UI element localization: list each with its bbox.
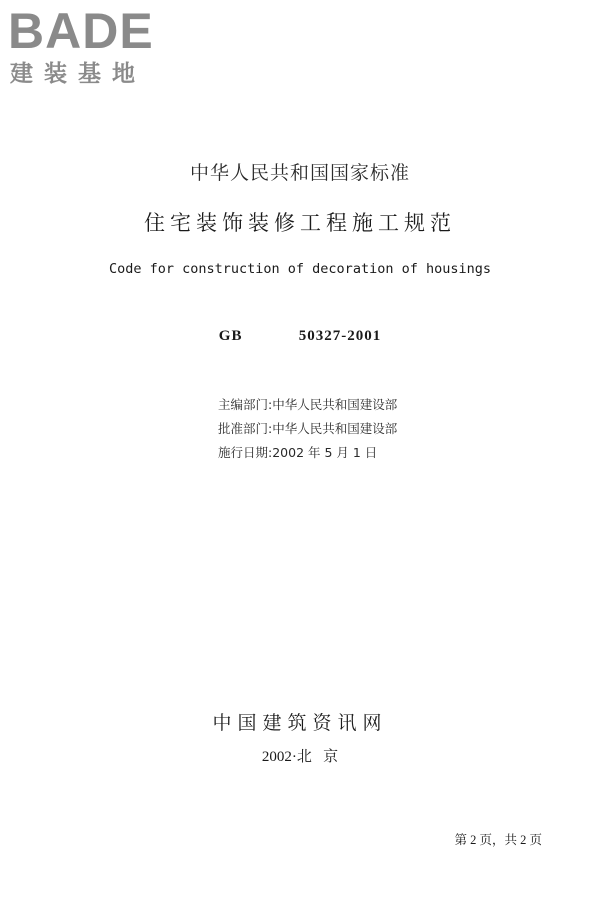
standard-title-en: Code for construction of decoration of housings — [108, 261, 491, 277]
standard-type: 中华人民共和国国家标准 — [189, 162, 410, 184]
publication-place-year: 2002·北 京 — [261, 749, 339, 765]
logo-wordmark: BADE — [8, 3, 154, 59]
effective-date: 施行日期:2002 年 5 月 1 日 — [218, 445, 378, 460]
standard-title-cn: 住宅装饰装修工程施工规范 — [144, 211, 456, 235]
publisher-name: 中国建筑资讯网 — [212, 712, 388, 734]
logo-subtitle: 建装基地 — [10, 61, 146, 87]
approval-department: 批准部门:中华人民共和国建设部 — [218, 421, 398, 436]
page-indicator: 第 2 页，共 2 页 — [454, 833, 542, 847]
standard-code: GB 50327-2001 — [218, 328, 382, 344]
bade-logo — [8, 4, 178, 90]
editor-department: 主编部门:中华人民共和国建设部 — [218, 397, 398, 412]
